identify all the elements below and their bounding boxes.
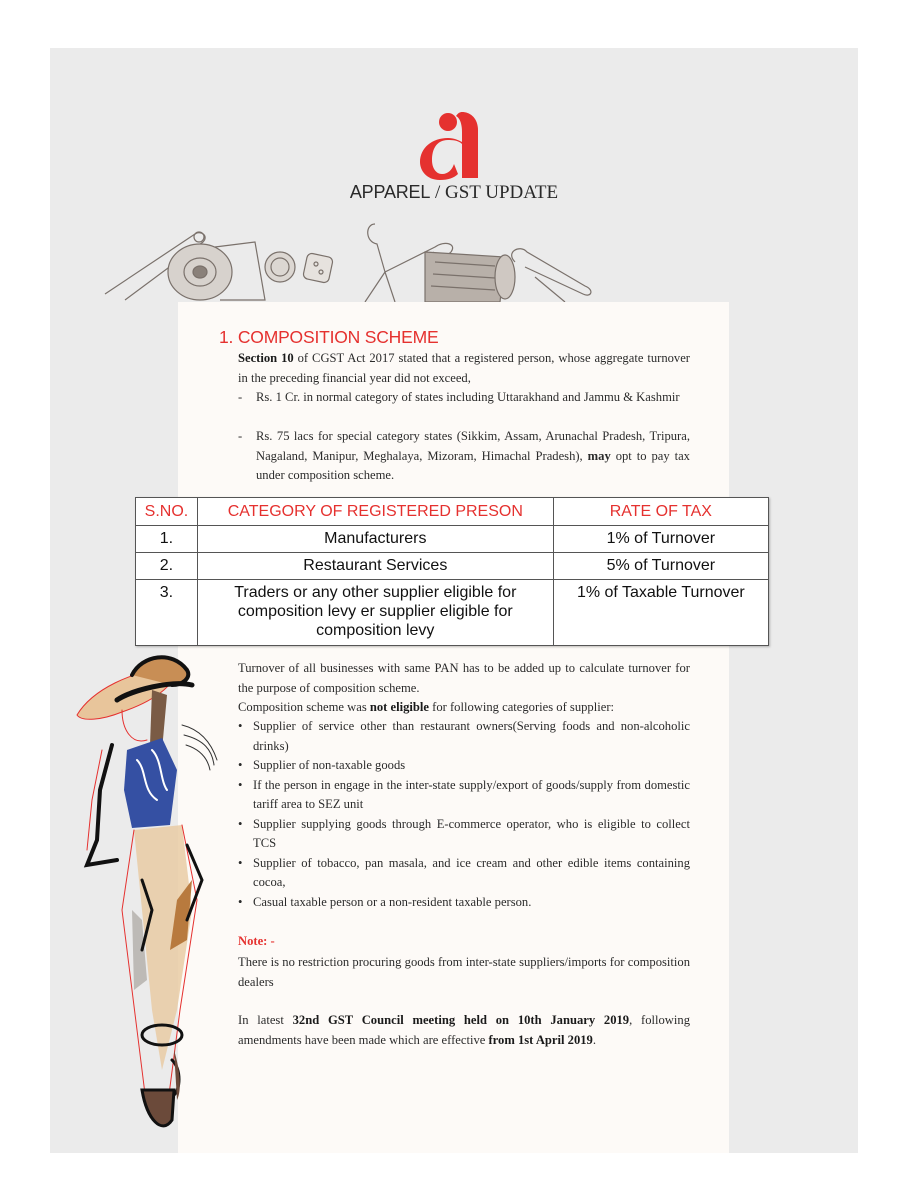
list-item xyxy=(238,815,690,854)
table-row xyxy=(136,526,769,553)
intro-text: of CGST Act 2017 stated that a registered person, whose aggregate turnover in the preceding financial year did not exceed, xyxy=(238,351,690,385)
face-outline xyxy=(122,710,147,741)
bullet-icon: • xyxy=(238,855,243,870)
note-text: There is no restriction procuring goods from inter-state suppliers/imports for composition dealers xyxy=(238,955,690,989)
thread-spool-icon xyxy=(425,252,505,302)
bullet-icon: • xyxy=(238,758,243,772)
safety-pin-right-icon xyxy=(512,249,591,295)
table-header-row xyxy=(136,498,769,526)
dash-item-text: Rs. 75 lacs for special category states (Sikkim, Assam, Arunachal Pradesh, Tripura, Nagaland, Manipur, Meghalaya, Mizoram, Himachal Pradesh), xyxy=(256,429,690,463)
dash-item xyxy=(238,427,690,486)
logo-dot xyxy=(439,113,457,131)
list-item-text: Casual taxable person or a non-resident taxable person. xyxy=(253,894,532,909)
cell-sno: 3. xyxy=(136,580,198,646)
header-rate: RATE OF TAX xyxy=(553,498,768,526)
note-label: Note: - xyxy=(238,934,275,948)
council-paragraph xyxy=(238,1011,690,1050)
round-button-icon xyxy=(265,252,295,282)
cell-sno: 1. xyxy=(136,526,198,553)
list-item xyxy=(238,717,690,756)
list-item-text: Supplier of tobacco, pan masala, and ice cream and other edible items containing cocoa, xyxy=(253,855,690,889)
dash-marker: - xyxy=(238,429,243,443)
dash-item-bold: may xyxy=(587,448,611,463)
header-category: CATEGORY OF REGISTERED PRESON xyxy=(197,498,553,526)
eligibility-paragraph xyxy=(238,698,690,718)
bullet-icon: • xyxy=(238,719,243,733)
council-date-bold: from 1st April 2019 xyxy=(488,1032,593,1047)
cell-category: Restaurant Services xyxy=(197,553,553,580)
list-item xyxy=(238,776,690,815)
brand-apparel: APPAREL xyxy=(349,182,431,202)
cell-rate: 1% of Taxable Turnover xyxy=(553,580,768,646)
council-end: . xyxy=(592,1032,596,1047)
list-item xyxy=(238,893,690,913)
table-row xyxy=(136,553,769,580)
dash-item xyxy=(238,388,690,408)
cell-category: Traders or any other supplier eligible for composition levy er supplier eligible for composition levy xyxy=(197,580,553,646)
list-item-text: Supplier of non-taxable goods xyxy=(253,758,406,772)
turnover-paragraph: Turnover of all businesses with same PAN has to be added up to calculate turnover for the purpose of composition scheme. xyxy=(238,661,690,695)
list-item xyxy=(238,756,690,776)
list-item-text: If the person in engage in the inter-state supply/export of goods/supply from domestic tariff area to SEZ unit xyxy=(253,777,690,811)
list-item-text: Supplier of service other than restaurant owners(Serving foods and non-alcoholic drinks) xyxy=(253,719,690,753)
brand-title xyxy=(300,182,608,204)
council-pre: In latest xyxy=(238,1013,293,1027)
cell-sno: 2. xyxy=(136,553,198,580)
table-row xyxy=(136,580,769,646)
council-mid: , following amendments have been made which are effective xyxy=(238,1013,690,1047)
tax-rate-table xyxy=(135,497,769,646)
cell-category: Manufacturers xyxy=(197,526,553,553)
section-title: 1. COMPOSITION SCHEME xyxy=(219,327,439,347)
dash-item-tail: opt to pay tax under composition scheme. xyxy=(256,448,690,482)
dash-item-text: Rs. 1 Cr. in normal category of states including Uttarakhand and Jammu & Kashmir xyxy=(256,390,680,404)
eligibility-post: for following categories of supplier: xyxy=(429,700,615,714)
scarf-lines xyxy=(182,725,217,770)
brand-gst-update: GST UPDATE xyxy=(444,182,559,203)
brand-logo xyxy=(418,110,490,180)
header-sno: S.NO. xyxy=(136,498,198,526)
sewing-tools-illustration xyxy=(95,222,600,302)
brand-separator: / xyxy=(434,182,441,203)
dash-marker: - xyxy=(238,390,243,404)
council-bold: 32nd GST Council meeting held on 10th January 2019 xyxy=(292,1013,630,1027)
bullet-icon: • xyxy=(238,777,243,792)
shoes xyxy=(142,1090,174,1126)
fashion-figure-illustration xyxy=(62,650,243,1150)
bullet-icon: • xyxy=(238,816,243,831)
eligibility-bold: not eligible xyxy=(369,700,429,714)
list-item-text: Supplier supplying goods through E-commerce operator, who is eligible to collect TCS xyxy=(253,816,690,850)
list-item xyxy=(238,854,690,893)
blue-top xyxy=(124,738,177,828)
cell-rate: 1% of Turnover xyxy=(553,526,768,553)
intro-paragraph xyxy=(238,349,690,388)
intro-bold: Section 10 xyxy=(238,351,294,365)
square-button-icon xyxy=(303,253,334,284)
eligibility-pre: Composition scheme was xyxy=(238,700,370,714)
cell-rate: 5% of Turnover xyxy=(553,553,768,580)
bullet-icon: • xyxy=(238,894,243,909)
ineligible-supplier-list xyxy=(238,717,690,912)
